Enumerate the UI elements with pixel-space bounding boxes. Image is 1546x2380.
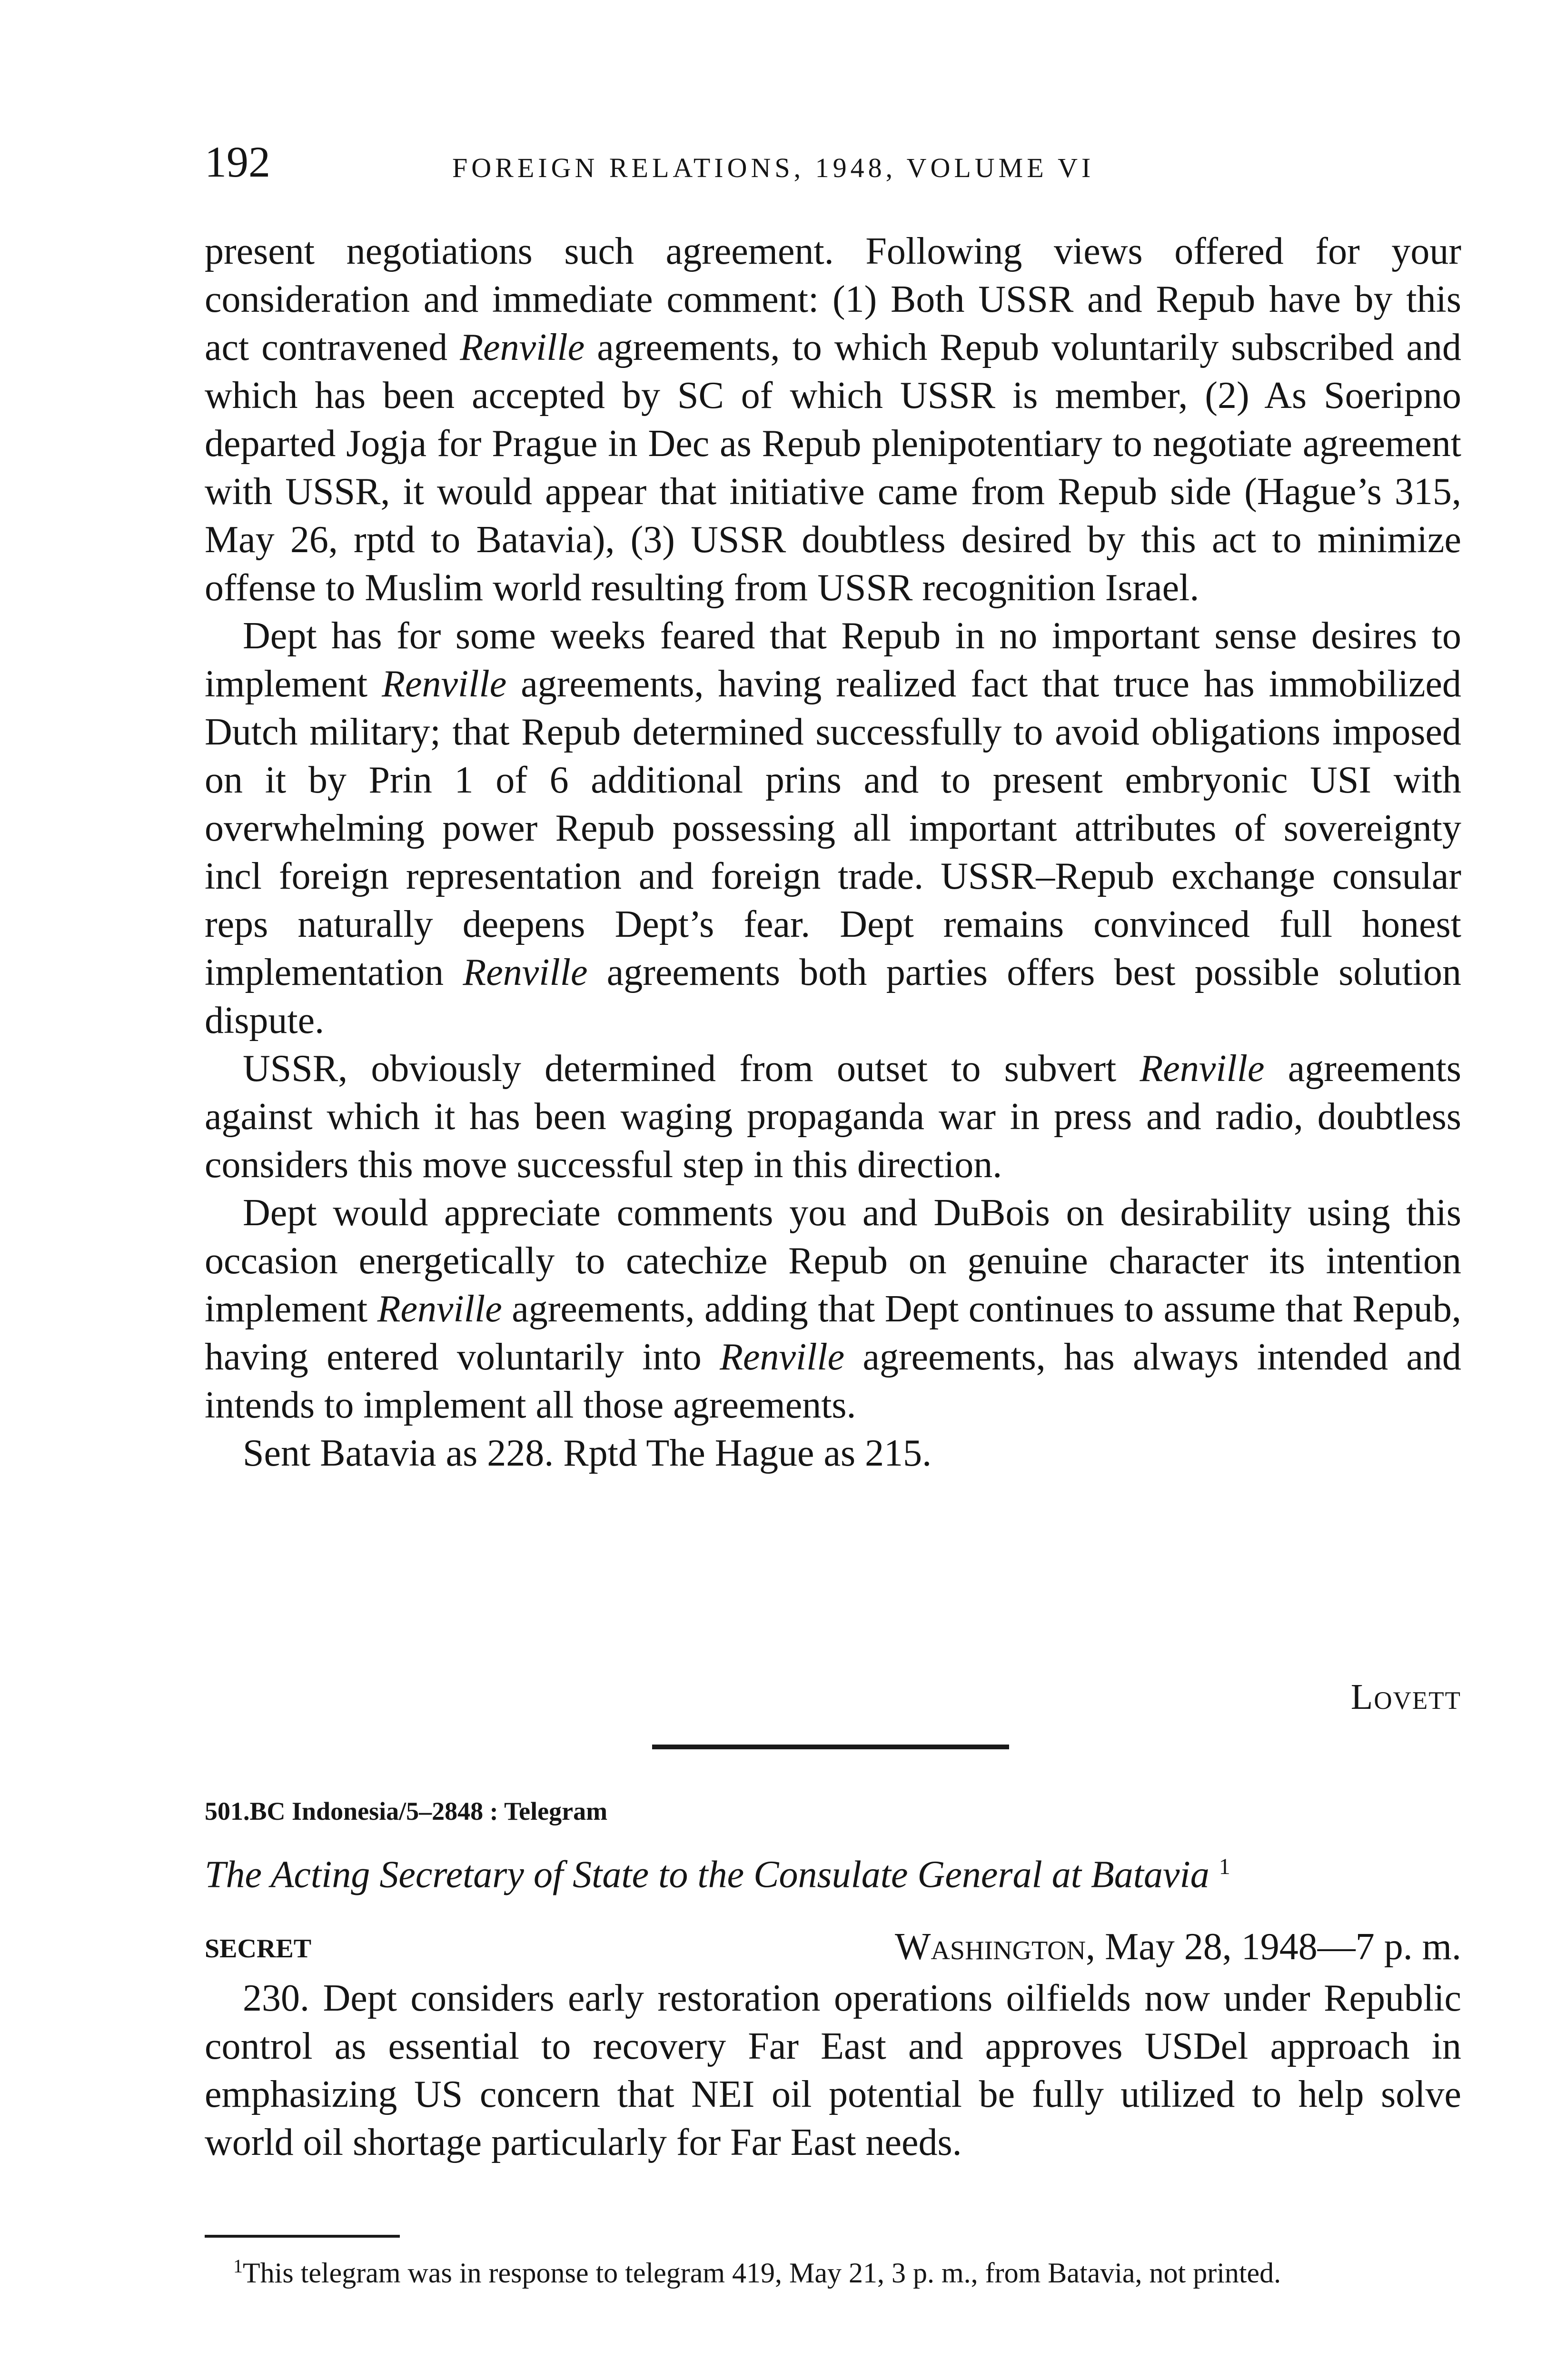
dateline-date: May 28, 1948—7 p. m.: [1095, 1926, 1461, 1968]
text-run: agreements, adding that Dept continues to assume that Repub, having entered voluntarily into: [205, 1288, 1462, 1378]
italic-text-run: Renville: [463, 952, 588, 993]
body-paragraph: [205, 1045, 1461, 1189]
italic-text-run: Renville: [1140, 1048, 1265, 1090]
text-run: agreements both parties offers best possible solution dispute.: [205, 952, 1462, 1041]
signature: Lovett: [1350, 1677, 1461, 1717]
classification-marking: SECRET: [205, 1934, 312, 1964]
text-run: agreements against which it has been waging propaganda war in press and radio, doubtless considers this move successful step in this direction.: [205, 1048, 1461, 1186]
text-run: Sent Batavia as 228. Rptd The Hague as 215.: [243, 1432, 932, 1474]
text-run: USSR, obviously determined from outset to subvert: [243, 1048, 1140, 1090]
new-document-body: [205, 1974, 1461, 2167]
text-run: present negotiations such agreement. Following views offered for your consideration and immediate comment: (1) Both USSR and Repub have by this act contravened: [205, 230, 1461, 368]
text-run: agreements, to which Repub voluntarily subscribed and which has been accepted by SC of which USSR is member, (2) As Soeripno departed Jogja for Prague in Dec as Repub plenipotentiary to negotiate agreement with USSR, it would appear that initiative came from Repub side (Hague’s 315, May 26, rptd to Batavia), (3) USSR doubtless desired by this act to minimize offense to Muslim world resulting from USSR recognition Israel.: [205, 327, 1461, 609]
footnote-mark: 1: [1219, 1854, 1230, 1879]
footnote-rule: [205, 2235, 400, 2238]
running-title: FOREIGN RELATIONS, 1948, VOLUME VI: [452, 152, 1095, 183]
body-paragraph: [205, 1189, 1461, 1429]
text-run: agreements, having realized fact that truce has immobilized Dutch military; that Repub determined successfully to avoid obligations imposed on it by Prin 1 of 6 additional prins and to present embryonic USI with overwhelming power Repub possessing all important attributes of sovereignty incl foreign representation and foreign trade. USSR–Repub exchange consular reps naturally deepens Dept’s fear. Dept remains convinced full honest implementation: [205, 663, 1461, 993]
body-paragraph: [205, 1429, 1461, 1478]
document-title: [205, 1843, 1471, 1899]
body-paragraph: [205, 1974, 1461, 2167]
italic-text-run: Renville: [720, 1336, 845, 1378]
dateline-place: Washington,: [894, 1926, 1096, 1968]
italic-text-run: Renville: [382, 663, 507, 705]
continued-document-body: [205, 228, 1461, 1478]
footnote-number: 1: [233, 2255, 243, 2277]
text-run: Dept would appreciate comments you and DuBois on desirability using this occasion energetically to catechize Repub on genuine character its intention implement: [205, 1192, 1461, 1330]
italic-text-run: Renville: [460, 327, 585, 368]
body-paragraph: [205, 228, 1461, 612]
text-run: 230. Dept considers early restoration operations oilfields now under Republic control as essential to recovery Far East and approves USDel approach in emphasizing US concern that NEI oil potential be fully utilized to help solve world oil shortage particularly for Far East needs.: [205, 1977, 1461, 2163]
body-paragraph: [205, 612, 1461, 1045]
document-title-text: The Acting Secretary of State to the Consulate General at Batavia: [205, 1854, 1209, 1896]
page-number: 192: [205, 138, 270, 186]
file-reference: 501.BC Indonesia/5–2848 : Telegram: [205, 1797, 608, 1825]
footnote: [205, 2249, 1461, 2290]
text-run: Dept has for some weeks feared that Repub in no important sense desires to implement: [205, 615, 1461, 705]
italic-text-run: Renville: [377, 1288, 502, 1330]
document-divider: [652, 1745, 1009, 1749]
running-head: [205, 133, 1461, 200]
text-run: agreements, has always intended and intends to implement all those agreements.: [205, 1336, 1461, 1426]
dateline: [895, 1923, 1461, 1971]
footnote-text: This telegram was in response to telegram 419, May 21, 3 p. m., from Batavia, not printed.: [243, 2257, 1281, 2289]
